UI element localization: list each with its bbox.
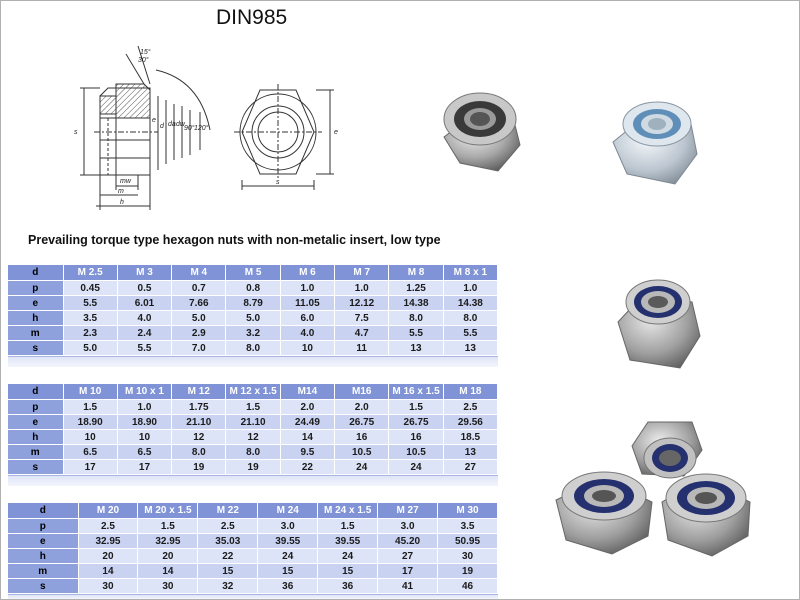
table-cell: 2.5	[78, 519, 138, 534]
header-cell: M 12	[172, 384, 226, 400]
table-cell: 1.5	[318, 519, 378, 534]
table-cell: 2.9	[172, 326, 226, 341]
table-cell: 3.0	[378, 519, 438, 534]
table-cell: 27	[378, 549, 438, 564]
angle-top-label: 15°	[140, 49, 151, 56]
table-cell: 17	[378, 564, 438, 579]
table-cell: 1.5	[389, 400, 443, 415]
table-cell: 19	[438, 564, 498, 579]
table-cell: 6.0	[280, 311, 334, 326]
table-cell: 5.0	[63, 341, 117, 356]
table-cell: 6.5	[63, 445, 117, 460]
table-cell: 5.5	[117, 341, 171, 356]
table-cell: 4.7	[335, 326, 389, 341]
table-cell: 24	[389, 460, 443, 475]
table-cell: 0.8	[226, 281, 280, 296]
angle-bottom-label: 30°	[138, 57, 149, 64]
table-row	[8, 326, 498, 341]
table-cell: 4.0	[117, 311, 171, 326]
table-cell: 8.0	[226, 341, 280, 356]
table-cell: 15	[318, 564, 378, 579]
table-row	[8, 430, 498, 445]
row-label: m	[8, 564, 78, 579]
dim-label-m: m	[118, 188, 124, 195]
table-cell: 11	[335, 341, 389, 356]
header-cell: M 20	[78, 503, 138, 519]
table-cell: 24	[258, 549, 318, 564]
table-cell: 3.2	[226, 326, 280, 341]
table-cell: 17	[117, 460, 171, 475]
dim-label-90: 90°	[184, 125, 195, 132]
row-label: s	[8, 579, 78, 594]
page-title: DIN985	[216, 6, 288, 29]
table-cell: 16	[335, 430, 389, 445]
header-cell: M 22	[198, 503, 258, 519]
table-cell: 10	[63, 430, 117, 445]
header-cell: M 5	[226, 265, 280, 281]
nut-photo-group	[552, 416, 752, 566]
row-label: p	[8, 519, 78, 534]
table-cell: 26.75	[335, 415, 389, 430]
table-cell: 36	[258, 579, 318, 594]
table-cell: 27	[443, 460, 497, 475]
table-cell: 1.0	[280, 281, 334, 296]
table-cell: 24	[335, 460, 389, 475]
row-label: m	[8, 445, 63, 460]
technical-drawing	[60, 40, 380, 215]
header-cell: M 24 x 1.5	[318, 503, 378, 519]
table-cell: 32	[198, 579, 258, 594]
table-cell: 24.49	[280, 415, 334, 430]
header-cell: M 16 x 1.5	[389, 384, 443, 400]
row-label: s	[8, 460, 63, 475]
table-cell: 17	[63, 460, 117, 475]
table-cell: 30	[78, 579, 138, 594]
table-cell: 0.7	[172, 281, 226, 296]
table-row	[8, 534, 498, 549]
table-cell: 10.5	[389, 445, 443, 460]
table-cell: 39.55	[318, 534, 378, 549]
header-cell: M14	[280, 384, 334, 400]
dim-label-120: 120°	[194, 125, 209, 132]
table-cell: 2.3	[63, 326, 117, 341]
dim-label-d: d	[160, 123, 164, 130]
table-cell: 30	[138, 579, 198, 594]
table-cell: 8.0	[389, 311, 443, 326]
dim-label-e-front: e	[334, 129, 338, 136]
header-cell: M 8	[389, 265, 443, 281]
row-label: h	[8, 549, 78, 564]
table-cell: 10	[280, 341, 334, 356]
header-cell: M 10 x 1	[117, 384, 171, 400]
table-cell: 8.0	[226, 445, 280, 460]
table-cell: 14.38	[389, 296, 443, 311]
header-cell: M 18	[443, 384, 497, 400]
table-cell: 5.5	[443, 326, 497, 341]
table-cell: 14	[78, 564, 138, 579]
table-cell: 1.0	[443, 281, 497, 296]
table-cell: 22	[198, 549, 258, 564]
table-cell: 19	[172, 460, 226, 475]
table-cell: 5.5	[389, 326, 443, 341]
table-cell: 20	[78, 549, 138, 564]
table-cell: 6.01	[117, 296, 171, 311]
nut-photo-zinc	[605, 90, 705, 190]
table-cell: 4.0	[280, 326, 334, 341]
row-label: e	[8, 415, 63, 430]
table-cell: 16	[389, 430, 443, 445]
table-cell: 3.5	[438, 519, 498, 534]
table-cell: 1.5	[63, 400, 117, 415]
table-cell: 13	[389, 341, 443, 356]
table-cell: 12	[226, 430, 280, 445]
header-cell: M 6	[280, 265, 334, 281]
row-label: h	[8, 430, 63, 445]
table-cell: 11.05	[280, 296, 334, 311]
table-header-row	[8, 384, 498, 400]
table-caption: Prevailing torque type hexagon nuts with non-metalic insert, low type	[28, 233, 441, 247]
table-row	[8, 415, 498, 430]
table-row	[8, 400, 498, 415]
table-cell: 13	[443, 445, 497, 460]
table-cell: 35.03	[198, 534, 258, 549]
row-label: m	[8, 326, 63, 341]
header-cell: d	[8, 265, 63, 281]
table-cell: 6.5	[117, 445, 171, 460]
table-cell: 2.0	[335, 400, 389, 415]
table-cell: 2.0	[280, 400, 334, 415]
table-cell: 18.5	[443, 430, 497, 445]
header-cell: M 8 x 1	[443, 265, 497, 281]
table-cell: 50.95	[438, 534, 498, 549]
header-cell: M 27	[378, 503, 438, 519]
table-cell: 15	[198, 564, 258, 579]
table-cell: 7.5	[335, 311, 389, 326]
table-cell: 2.5	[443, 400, 497, 415]
dim-label-da: da	[168, 121, 176, 128]
table-cell: 14	[138, 564, 198, 579]
table-cell: 41	[378, 579, 438, 594]
table-row	[8, 341, 498, 356]
table-cell: 1.25	[389, 281, 443, 296]
dim-label-dw: dw	[176, 121, 185, 128]
table-cell: 1.0	[335, 281, 389, 296]
table-cell: 18.90	[63, 415, 117, 430]
table-cell: 19	[226, 460, 280, 475]
spec-table-2	[8, 384, 498, 475]
table-cell: 2.4	[117, 326, 171, 341]
dim-label-s-front: s	[276, 179, 280, 186]
row-label: e	[8, 296, 63, 311]
header-cell: M 2.5	[63, 265, 117, 281]
row-label: p	[8, 281, 63, 296]
table-cell: 1.5	[226, 400, 280, 415]
table-cell: 36	[318, 579, 378, 594]
table-footer-band	[8, 356, 498, 367]
header-cell: M 4	[172, 265, 226, 281]
table-cell: 8.79	[226, 296, 280, 311]
spec-table-3	[8, 503, 498, 594]
table-row	[8, 281, 498, 296]
table-cell: 1.5	[138, 519, 198, 534]
row-label: p	[8, 400, 63, 415]
header-cell: M16	[335, 384, 389, 400]
table-row	[8, 564, 498, 579]
table-cell: 3.5	[63, 311, 117, 326]
header-cell: d	[8, 384, 63, 400]
table-cell: 8.0	[443, 311, 497, 326]
table-cell: 12.12	[335, 296, 389, 311]
row-label: h	[8, 311, 63, 326]
table-cell: 46	[438, 579, 498, 594]
table-row	[8, 460, 498, 475]
header-cell: M 7	[335, 265, 389, 281]
row-label: e	[8, 534, 78, 549]
table-row	[8, 549, 498, 564]
table-cell: 24	[318, 549, 378, 564]
header-cell: M 3	[117, 265, 171, 281]
nut-photo-blue-ring	[608, 272, 708, 372]
dim-label-h: h	[120, 199, 124, 206]
table-row	[8, 579, 498, 594]
table-cell: 18.90	[117, 415, 171, 430]
table-row	[8, 311, 498, 326]
table-cell: 32.95	[138, 534, 198, 549]
table-cell: 5.0	[226, 311, 280, 326]
table-cell: 29.56	[443, 415, 497, 430]
table-cell: 45.20	[378, 534, 438, 549]
dim-label-mw: mw	[120, 178, 131, 185]
table-row	[8, 296, 498, 311]
header-cell: M 20 x 1.5	[138, 503, 198, 519]
table-cell: 10.5	[335, 445, 389, 460]
dim-label-e-side: e	[152, 117, 156, 124]
table-cell: 7.66	[172, 296, 226, 311]
header-cell: d	[8, 503, 78, 519]
table-cell: 30	[438, 549, 498, 564]
table-cell: 3.0	[258, 519, 318, 534]
table-cell: 10	[117, 430, 171, 445]
table-cell: 0.5	[117, 281, 171, 296]
spec-table-1	[8, 265, 498, 356]
table-header-row	[8, 503, 498, 519]
table-cell: 15	[258, 564, 318, 579]
table-footer-band	[8, 475, 498, 486]
table-cell: 32.95	[78, 534, 138, 549]
table-cell: 5.5	[63, 296, 117, 311]
table-cell: 2.5	[198, 519, 258, 534]
table-cell: 21.10	[172, 415, 226, 430]
table-cell: 7.0	[172, 341, 226, 356]
table-cell: 26.75	[389, 415, 443, 430]
header-cell: M 24	[258, 503, 318, 519]
table-cell: 39.55	[258, 534, 318, 549]
table-cell: 1.0	[117, 400, 171, 415]
table-row	[8, 519, 498, 534]
table-cell: 21.10	[226, 415, 280, 430]
header-cell: M 12 x 1.5	[226, 384, 280, 400]
table-cell: 13	[443, 341, 497, 356]
table-cell: 14	[280, 430, 334, 445]
table-cell: 9.5	[280, 445, 334, 460]
table-cell: 0.45	[63, 281, 117, 296]
table-header-row	[8, 265, 498, 281]
table-cell: 14.38	[443, 296, 497, 311]
header-cell: M 30	[438, 503, 498, 519]
row-label: s	[8, 341, 63, 356]
table-row	[8, 445, 498, 460]
dim-label-s-left: s	[74, 129, 78, 136]
table-cell: 20	[138, 549, 198, 564]
table-cell: 22	[280, 460, 334, 475]
header-cell: M 10	[63, 384, 117, 400]
table-cell: 1.75	[172, 400, 226, 415]
nut-photo-stainless	[430, 85, 530, 185]
table-cell: 5.0	[172, 311, 226, 326]
table-cell: 12	[172, 430, 226, 445]
table-footer-band	[8, 594, 498, 599]
table-cell: 8.0	[172, 445, 226, 460]
